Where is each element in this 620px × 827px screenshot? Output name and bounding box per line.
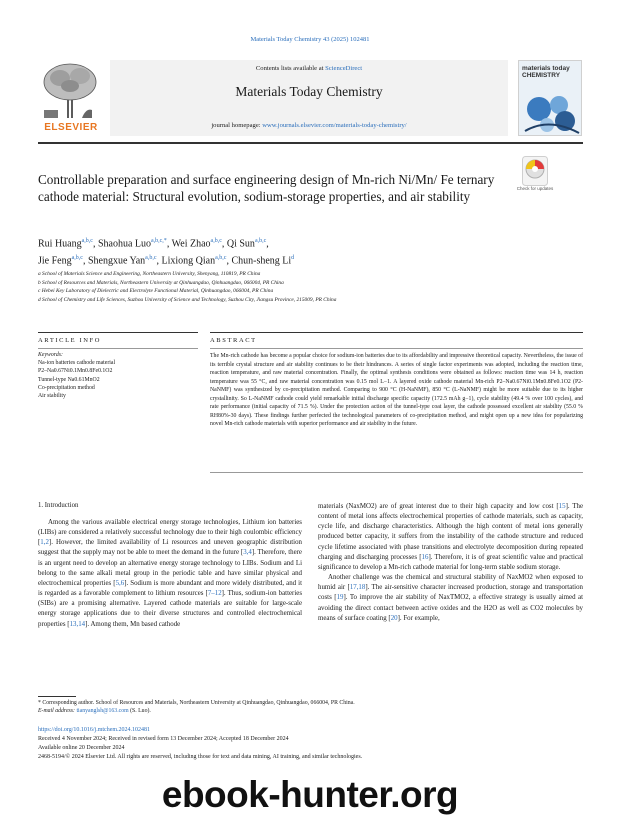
author-affiliation-marker[interactable]: a,b,c,* [150, 238, 167, 244]
abstract-heading: ABSTRACT [210, 337, 257, 344]
journal-reference[interactable]: Materials Today Chemistry 43 (2025) 102481 [250, 36, 370, 43]
body-text: ]. Sodium is more abundant and more widely distributed, and it is regarded as a favorable complement to lithium resources [ [38, 579, 302, 598]
contents-prefix: Contents lists available at [255, 65, 326, 72]
keyword-item: P2–Na0.67Ni0.1Mn0.8Fe0.1O2 [38, 368, 113, 375]
abstract-top-rule [210, 332, 583, 333]
footnote-line: * Corresponding author. School of Resources and Materials, Northeastern University at Qinhuangdao, Qinhuangdao, 066004, PR China. [38, 700, 355, 706]
author-name[interactable]: Qi Sun [226, 238, 255, 250]
citation-link[interactable]: 7–12 [207, 590, 222, 598]
intro-paragraph [318, 573, 583, 624]
email-label: E-mail address: [38, 708, 77, 715]
author-name[interactable]: Jie Feng [38, 255, 72, 267]
author-separator: , [221, 238, 227, 250]
sciencedirect-link[interactable]: ScienceDirect [325, 65, 363, 72]
intro-paragraph [318, 502, 583, 573]
article-info-top-rule [38, 332, 198, 333]
email-link[interactable]: tianyanglsh@163.com [76, 708, 129, 715]
journal-banner [110, 60, 508, 136]
body-text: ]. To improve the air stability of NaxTMO2, a effective strategy is usually aimed at avoiding the direct contact between active oxides and the H2O as well as CO2 molecules by means of surface coating [ [318, 594, 583, 622]
check-for-updates-label: Check for updates [516, 186, 554, 191]
body-text: ]. Thus, sodium-ion batteries (SIBs) are a promising alternative. Layered cathode materials are suitable for large-scale energy storage applications due to their diverse structures and controlled electrochemical properties [ [38, 590, 303, 628]
abstract-text: The Mn-rich cathode has become a popular choice for sodium-ion batteries due to its affordability and impressive theoretical capacity. Nevertheless, the issue of its terrible crystal structure and air stability continues to be their hindrances. A series of single factor experiments was adopted, including the reaction time, reaction temperature, and raw material concentration. Finally, the optimal synthesis conditions were obtained as follows: reaction time was 14 h, reaction temperature was 55 °C, and raw material concentration was 0.15 mol L−1. A layered oxide cathode material Mn-rich P2–Na0.67Ni0.1Mn0.8Fe0.1O2 (P2-NaNMF) was synthesized by co-precipitation method. Comparing to 900 °C (H-NaNMF), 850 °C (L-NaNMF) might be more suitable due to its higher crystallinity. So L-NaNMF cathode could yield remarkable initial discharge specific capacity (172.5 mAh g−1), cycle stability (49.4 % over 100 cycles), and rate performance (initial capacity of 71.5 %). Under the protection action of the tunnel-type coat layer, the cathode possessed excellent air stability (55.0 % RH80%-30 days). These findings further perfected the technological parameters of co-precipitation method, and might open up a new idea for popularizing novel Mn-rich cathode materials with superior performance and air stability in the future. [210, 353, 583, 428]
journal-title: Materials Today Chemistry [235, 84, 383, 99]
keyword-item: Air stability [38, 393, 66, 400]
author-list [38, 234, 538, 269]
author-name[interactable]: Wei Zhao [171, 238, 211, 250]
citation-link[interactable]: 15 [558, 503, 566, 510]
author-affiliation-marker[interactable]: d [291, 255, 295, 262]
intro-left-column [38, 518, 302, 630]
header-divider [38, 142, 583, 144]
journal-cover-thumbnail[interactable] [518, 60, 582, 136]
keywords-label: Keywords: [38, 352, 63, 358]
intro-right-column [318, 502, 583, 624]
article-info-rule [38, 348, 198, 349]
homepage-line [110, 122, 508, 129]
affiliation-c: c Hebei Key Laboratory of Dielectric and Electrolyte Functional Material, Qinhuangdao, 066004, PR China [38, 288, 274, 294]
author-name[interactable]: Lixiong Qian [161, 255, 216, 267]
publisher-wordmark: ELSEVIER [44, 122, 98, 133]
introduction-heading: 1. Introduction [38, 502, 79, 509]
body-text: ]. For example, [397, 614, 440, 622]
author-name[interactable]: Rui Huang [38, 238, 82, 250]
body-text: Another challenge was the chemical and structural stability of NaxMO2 when exposed to humid air [ [318, 574, 583, 592]
citation-link[interactable]: 13,14 [69, 620, 86, 628]
author-affiliation-marker[interactable]: a,b,c [210, 238, 222, 244]
author-affiliation-marker[interactable]: a,b,c [81, 238, 93, 244]
footnote-rule [38, 696, 76, 697]
homepage-prefix: journal homepage: [211, 122, 263, 129]
abstract-rule [210, 348, 583, 349]
body-text: Among the various available electrical energy storage technologies, Lithium ion batteries (LIBs) are considered a relatively successful technology due to their high coulombic efficiency [ [38, 519, 302, 547]
citation-link[interactable]: 1,2 [40, 539, 49, 547]
body-text: ]. Among them, Mn based cathode [85, 620, 181, 628]
received-dates: Received 4 November 2024; Received in revised form 13 December 2024; Accepted 18 December 2024 [38, 736, 289, 742]
author-separator: , [226, 255, 232, 267]
email-suffix: (S. Luo). [128, 708, 151, 715]
citation-link[interactable]: 17,18 [349, 584, 366, 592]
contents-line [110, 65, 508, 72]
body-text: ]. The content of metal ions affects electrochemical properties of cathode materials, such as capacity, cycle life, and discharge characteristics. Although the high content of metal ions generally produced better capacity, it suffers from the instability of the cathode structure and reduced cycle lifetime associated with phase transitions and electrolyte decomposition during repeated charging and discharging processes [ [318, 503, 584, 561]
keyword-item: Tunnel-type Na0.61MnO2 [38, 376, 100, 383]
body-text: ]. The air-sensitive character increased production, storage and transportation costs [ [318, 584, 583, 602]
citation-link[interactable]: 5,6 [115, 579, 125, 587]
author-name[interactable]: Shengxue Yan [87, 255, 146, 267]
copyright-line: 2468-5194/© 2024 Elsevier Ltd. All rights are reserved, including those for text and data mining, AI training, and similar technologies. [38, 754, 363, 760]
affiliations [38, 270, 583, 304]
abstract-bottom-rule [210, 472, 583, 473]
cover-title: materials today CHEMISTRY [522, 65, 570, 79]
watermark-text: ebook-hunter.org [161, 774, 459, 815]
body-text: ]. However, the limited availability of Li resources and uneven geographic distribution suggest that the supply may not be able to meet the demand in the future [ [38, 539, 302, 557]
doi-link[interactable]: https://doi.org/10.1016/j.mtchem.2024.102481 [38, 727, 151, 733]
article-info-heading: ARTICLE INFO [38, 337, 102, 344]
affiliation-b: b School of Resources and Materials, Northeastern University at Qinhuangdao, Qinhuangdao, 066004, PR China [38, 279, 284, 286]
affiliation-a: a School of Materials Science and Engineering, Northeastern University, Shenyang, 110819, PR China [38, 271, 261, 277]
article-title: Controllable preparation and surface engineering design of Mn-rich Ni/Mn/ Fe ternary cathode material: Structural evolution, sodium-storage properties, and air stability [38, 172, 495, 204]
keyword-item: Co-precipitation method [38, 384, 95, 391]
author-separator: , [82, 255, 88, 267]
author-affiliation-marker[interactable]: a,b,c [145, 255, 157, 262]
body-text: ]. Therefore, it is of great scientific value and practical significance to develop a Mn-rich cathode material for long-term stable sodium storage. [318, 553, 583, 571]
keyword-item: Na-ion batteries cathode material [38, 360, 116, 367]
email-line [38, 707, 583, 715]
affiliation-d: d School of Chemistry and Life Sciences, Suzhou University of Science and Technology, Suzhou City, Jiangsu Province, 215009, PR China [38, 296, 337, 303]
check-for-updates-icon[interactable] [522, 156, 548, 186]
body-text: ]. Therefore, there is an urgent need to develop an alternative energy storage technology to LIBs. Sodium and Li belong to the same alkali metal group in the periodic table and have similar physical and electrochemical properties [ [38, 549, 302, 587]
citation-link[interactable]: 16 [421, 553, 429, 561]
body-text: materials (NaxMO2) are of great interest due to their high capacity and low cost [ [318, 503, 559, 510]
keywords-block [38, 351, 198, 400]
author-separator: , [156, 255, 162, 267]
author-name[interactable]: Shaohua Luo [97, 238, 151, 250]
citation-link[interactable]: 19 [336, 594, 344, 602]
author-separator: , [166, 238, 172, 250]
journal-header [38, 60, 583, 140]
author-affiliation-marker[interactable]: a,b,c [254, 238, 267, 244]
available-online: Available online 20 December 2024 [38, 745, 125, 751]
citation-link[interactable]: 3,4 [243, 549, 252, 557]
author-name[interactable]: Chun-sheng Li [231, 255, 292, 267]
author-separator: , [92, 238, 98, 250]
author-affiliation-marker[interactable]: a,b,c [71, 255, 83, 262]
cover-artwork [519, 87, 582, 136]
corresponding-author-footnote [38, 699, 583, 716]
citation-link[interactable]: 20 [390, 614, 398, 622]
homepage-link[interactable]: www.journals.elsevier.com/materials-today-chemistry/ [262, 122, 407, 129]
author-affiliation-marker[interactable]: a,b,c [215, 255, 227, 262]
author-separator: , [266, 238, 269, 250]
